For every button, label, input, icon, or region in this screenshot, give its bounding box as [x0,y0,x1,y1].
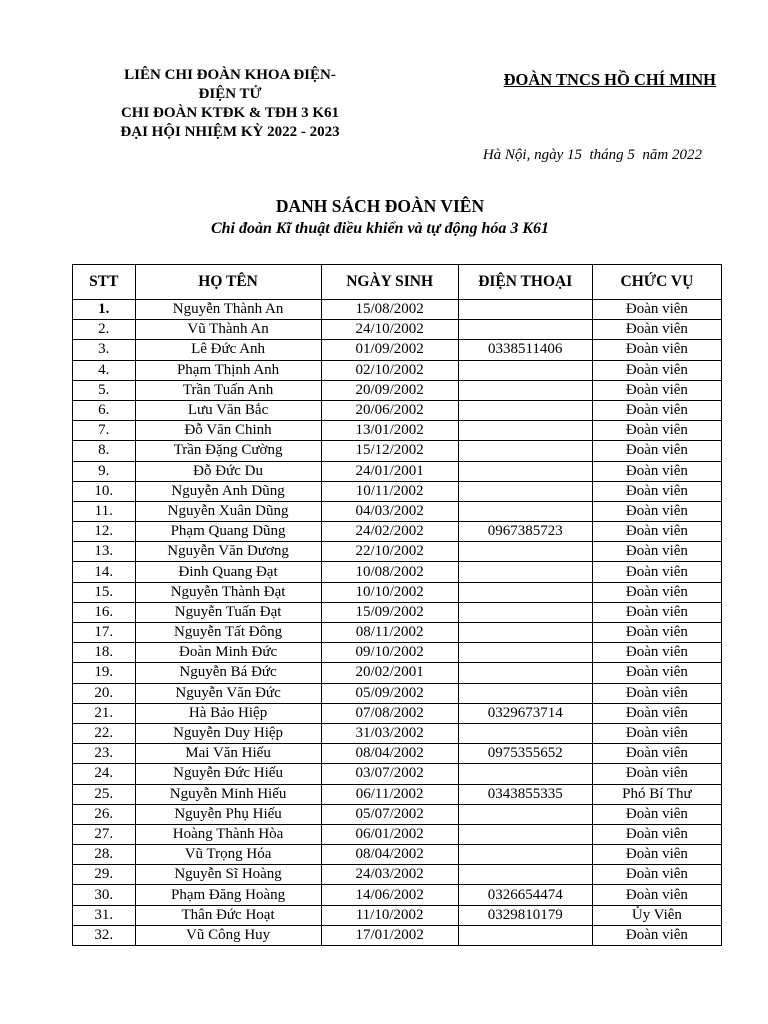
cell-phone [458,300,592,320]
cell-name: Nguyễn Tất Đông [135,623,321,643]
cell-stt: 13. [73,542,136,562]
table-row [73,744,722,764]
cell-name: Nguyễn Phụ Hiếu [135,804,321,824]
table-row [73,865,722,885]
cell-birthdate: 10/10/2002 [321,582,458,602]
cell-phone [458,925,592,945]
cell-name: Nguyễn Minh Hiếu [135,784,321,804]
cell-name: Phạm Quang Dũng [135,522,321,542]
table-row [73,562,722,582]
table-row [73,885,722,905]
cell-phone [458,683,592,703]
column-header-stt: STT [73,265,136,300]
table-row [73,542,722,562]
table-row [73,380,722,400]
cell-birthdate: 20/02/2001 [321,663,458,683]
cell-stt: 23. [73,744,136,764]
cell-birthdate: 20/06/2002 [321,400,458,420]
cell-stt: 11. [73,501,136,521]
cell-name: Hà Bảo Hiệp [135,703,321,723]
cell-role: Đoàn viên [592,683,721,703]
cell-role: Đoàn viên [592,744,721,764]
cell-birthdate: 05/07/2002 [321,804,458,824]
cell-stt: 5. [73,380,136,400]
cell-birthdate: 22/10/2002 [321,542,458,562]
cell-phone: 0343855335 [458,784,592,804]
cell-name: Nguyễn Bá Đức [135,663,321,683]
cell-role: Đoàn viên [592,623,721,643]
cell-phone [458,582,592,602]
cell-role: Đoàn viên [592,360,721,380]
document-subtitle: Chi đoàn Kĩ thuật điều khiển và tự động hóa 3 K61 [210,220,550,237]
cell-stt: 3. [73,340,136,360]
cell-role: Đoàn viên [592,380,721,400]
cell-phone: 0329673714 [458,703,592,723]
table-row [73,522,722,542]
cell-role: Đoàn viên [592,723,721,743]
cell-phone [458,380,592,400]
cell-role: Đoàn viên [592,522,721,542]
cell-role: Đoàn viên [592,320,721,340]
cell-birthdate: 13/01/2002 [321,421,458,441]
cell-stt: 29. [73,865,136,885]
cell-phone [458,623,592,643]
cell-name: Đinh Quang Đạt [135,562,321,582]
cell-stt: 26. [73,804,136,824]
cell-role: Đoàn viên [592,602,721,622]
table-row [73,582,722,602]
cell-name: Đỗ Văn Chinh [135,421,321,441]
member-table [72,264,722,946]
document-date: Hà Nội, ngày 15 tháng 5 năm 2022 [482,147,702,163]
table-row [73,320,722,340]
cell-birthdate: 20/09/2002 [321,380,458,400]
cell-role: Ủy Viên [592,905,721,925]
table-row [73,824,722,844]
cell-role: Đoàn viên [592,461,721,481]
cell-stt: 19. [73,663,136,683]
cell-phone [458,542,592,562]
cell-birthdate: 01/09/2002 [321,340,458,360]
cell-phone [458,845,592,865]
cell-role: Đoàn viên [592,845,721,865]
cell-phone: 0329810179 [458,905,592,925]
table-row [73,683,722,703]
cell-birthdate: 24/10/2002 [321,320,458,340]
table-row [73,643,722,663]
cell-stt: 18. [73,643,136,663]
cell-role: Phó Bí Thư [592,784,721,804]
cell-name: Vũ Thành An [135,320,321,340]
cell-name: Nguyễn Tuấn Đạt [135,602,321,622]
cell-stt: 21. [73,703,136,723]
cell-name: Phạm Đăng Hoàng [135,885,321,905]
cell-phone [458,400,592,420]
table-row [73,360,722,380]
cell-phone [458,441,592,461]
cell-birthdate: 17/01/2002 [321,925,458,945]
cell-birthdate: 10/11/2002 [321,481,458,501]
organization-header [60,66,400,142]
cell-name: Nguyễn Văn Dương [135,542,321,562]
cell-phone: 0967385723 [458,522,592,542]
cell-stt: 32. [73,925,136,945]
cell-phone: 0326654474 [458,885,592,905]
table-row [73,602,722,622]
table-row [73,501,722,521]
cell-phone: 0975355652 [458,744,592,764]
cell-role: Đoàn viên [592,542,721,562]
column-header-name: HỌ TÊN [135,265,321,300]
cell-stt: 24. [73,764,136,784]
cell-name: Đỗ Đức Du [135,461,321,481]
org-line-1: LIÊN CHI ĐOÀN KHOA ĐIỆN- [124,67,336,83]
cell-stt: 31. [73,905,136,925]
cell-name: Nguyễn Đức Hiếu [135,764,321,784]
table-row [73,845,722,865]
cell-name: Thân Đức Hoạt [135,905,321,925]
cell-stt: 7. [73,421,136,441]
cell-phone [458,562,592,582]
cell-role: Đoàn viên [592,804,721,824]
cell-phone [458,501,592,521]
cell-birthdate: 08/04/2002 [321,744,458,764]
cell-phone: 0338511406 [458,340,592,360]
cell-name: Vũ Công Huy [135,925,321,945]
table-row [73,804,722,824]
cell-name: Trần Đặng Cường [135,441,321,461]
cell-birthdate: 24/02/2002 [321,522,458,542]
cell-birthdate: 24/01/2001 [321,461,458,481]
cell-phone [458,643,592,663]
table-body [73,300,722,946]
cell-stt: 4. [73,360,136,380]
cell-birthdate: 15/08/2002 [321,300,458,320]
table-row [73,481,722,501]
cell-role: Đoàn viên [592,441,721,461]
cell-stt: 1. [73,300,136,320]
table-row [73,723,722,743]
cell-stt: 15. [73,582,136,602]
cell-birthdate: 24/03/2002 [321,865,458,885]
cell-stt: 10. [73,481,136,501]
cell-name: Trần Tuấn Anh [135,380,321,400]
table-row [73,300,722,320]
cell-birthdate: 11/10/2002 [321,905,458,925]
cell-stt: 12. [73,522,136,542]
cell-stt: 16. [73,602,136,622]
cell-birthdate: 14/06/2002 [321,885,458,905]
cell-name: Nguyễn Sĩ Hoàng [135,865,321,885]
cell-birthdate: 07/08/2002 [321,703,458,723]
cell-role: Đoàn viên [592,481,721,501]
cell-stt: 30. [73,885,136,905]
cell-role: Đoàn viên [592,421,721,441]
table-row [73,623,722,643]
cell-stt: 6. [73,400,136,420]
cell-name: Lê Đức Anh [135,340,321,360]
cell-name: Hoàng Thành Hòa [135,824,321,844]
cell-birthdate: 08/11/2002 [321,623,458,643]
cell-phone [458,663,592,683]
cell-birthdate: 15/12/2002 [321,441,458,461]
cell-phone [458,865,592,885]
cell-role: Đoàn viên [592,764,721,784]
cell-role: Đoàn viên [592,925,721,945]
table-row [73,764,722,784]
cell-role: Đoàn viên [592,643,721,663]
cell-role: Đoàn viên [592,703,721,723]
cell-birthdate: 10/08/2002 [321,562,458,582]
cell-stt: 20. [73,683,136,703]
cell-birthdate: 06/11/2002 [321,784,458,804]
cell-birthdate: 03/07/2002 [321,764,458,784]
cell-name: Nguyễn Thành An [135,300,321,320]
union-name: ĐOÀN TNCS HỒ CHÍ MINH [503,70,716,89]
cell-phone [458,320,592,340]
cell-birthdate: 02/10/2002 [321,360,458,380]
cell-name: Nguyễn Anh Dũng [135,481,321,501]
cell-phone [458,360,592,380]
cell-phone [458,481,592,501]
cell-name: Vũ Trọng Hóa [135,845,321,865]
column-header-birthdate: NGÀY SINH [321,265,458,300]
cell-role: Đoàn viên [592,582,721,602]
cell-name: Mai Văn Hiếu [135,744,321,764]
cell-phone [458,764,592,784]
cell-birthdate: 15/09/2002 [321,602,458,622]
cell-phone [458,723,592,743]
cell-phone [458,421,592,441]
table-row [73,925,722,945]
cell-phone [458,602,592,622]
table-row [73,400,722,420]
cell-stt: 8. [73,441,136,461]
cell-birthdate: 06/01/2002 [321,824,458,844]
cell-role: Đoàn viên [592,824,721,844]
org-line-3: CHI ĐOÀN KTĐK & TĐH 3 K61 [120,105,340,121]
table-row [73,340,722,360]
cell-stt: 25. [73,784,136,804]
table-row [73,663,722,683]
table-row [73,421,722,441]
cell-birthdate: 08/04/2002 [321,845,458,865]
table-row [73,784,722,804]
cell-role: Đoàn viên [592,562,721,582]
cell-stt: 27. [73,824,136,844]
org-line-2: ĐIỆN TỬ [198,86,262,102]
cell-phone [458,824,592,844]
cell-stt: 14. [73,562,136,582]
column-header-role: CHỨC VỤ [592,265,721,300]
table-row [73,905,722,925]
cell-stt: 9. [73,461,136,481]
cell-name: Lưu Văn Bắc [135,400,321,420]
document-title: DANH SÁCH ĐOÀN VIÊN [275,196,485,216]
cell-stt: 2. [73,320,136,340]
table-header-row [73,265,722,300]
cell-phone [458,461,592,481]
table-row [73,441,722,461]
cell-name: Nguyễn Thành Đạt [135,582,321,602]
cell-role: Đoàn viên [592,865,721,885]
cell-name: Nguyễn Văn Đức [135,683,321,703]
cell-stt: 17. [73,623,136,643]
cell-stt: 28. [73,845,136,865]
cell-role: Đoàn viên [592,663,721,683]
table-row [73,461,722,481]
column-header-phone: ĐIỆN THOẠI [458,265,592,300]
cell-birthdate: 04/03/2002 [321,501,458,521]
cell-role: Đoàn viên [592,340,721,360]
cell-birthdate: 09/10/2002 [321,643,458,663]
cell-phone [458,804,592,824]
cell-role: Đoàn viên [592,400,721,420]
cell-name: Nguyễn Duy Hiệp [135,723,321,743]
cell-birthdate: 31/03/2002 [321,723,458,743]
cell-name: Nguyễn Xuân Dũng [135,501,321,521]
cell-name: Phạm Thịnh Anh [135,360,321,380]
cell-role: Đoàn viên [592,885,721,905]
cell-name: Đoàn Minh Đức [135,643,321,663]
cell-stt: 22. [73,723,136,743]
table-row [73,703,722,723]
cell-birthdate: 05/09/2002 [321,683,458,703]
cell-role: Đoàn viên [592,501,721,521]
org-line-4: ĐẠI HỘI NHIỆM KỲ 2022 - 2023 [120,124,340,140]
cell-role: Đoàn viên [592,300,721,320]
